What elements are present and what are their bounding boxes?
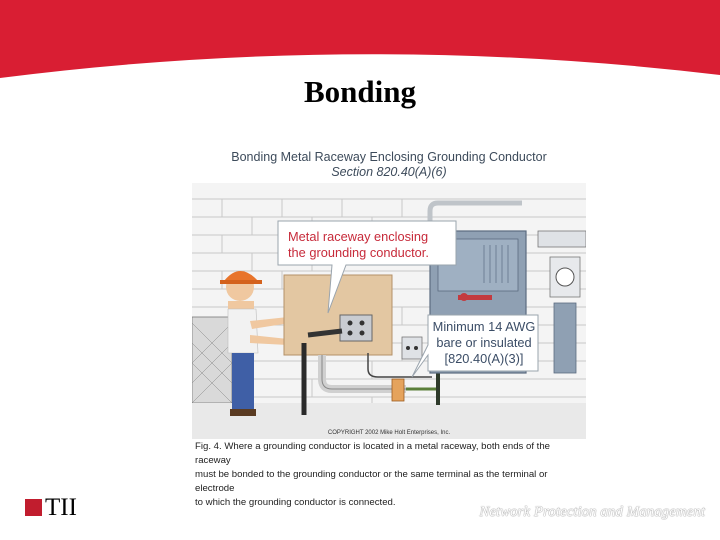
callout-minimum-awg [428, 319, 540, 367]
figure-title-main: Bonding Metal Raceway Enclosing Grounding Conductor [231, 150, 547, 164]
logo-mark-icon [25, 499, 42, 516]
callout-2-line-1: Minimum 14 AWG [432, 319, 536, 334]
callout-1-line-2: the grounding conductor. [288, 245, 429, 260]
callout-2-line-2: bare or insulated [436, 335, 532, 350]
caption-line-2: must be bonded to the grounding conductor or the same terminal as the terminal or electrode [195, 469, 548, 494]
copyright-notice: COPYRIGHT 2002 Mike Holt Enterprises, Inc. [327, 430, 451, 436]
caption-line-1: Fig. 4. Where a grounding conductor is located in a metal raceway, both ends of the raceway [195, 441, 550, 466]
grounding-illustration [192, 183, 586, 439]
logo-text: TII [45, 494, 77, 521]
figure-caption [195, 440, 587, 510]
callout-metal-raceway [288, 229, 429, 261]
figure-title [192, 150, 586, 180]
callout-1-line-1: Metal raceway enclosing [288, 229, 429, 244]
slide-title: Bonding [303, 74, 416, 109]
footer-tagline: Network Protection and Management [479, 504, 705, 520]
tii-logo [25, 494, 95, 523]
figure [192, 147, 586, 508]
callout-2-line-3: [820.40(A)(3)] [444, 351, 524, 366]
figure-title-section: Section 820.40(A)(6) [331, 165, 447, 179]
caption-line-3: to which the grounding conductor is connected. [195, 497, 396, 508]
